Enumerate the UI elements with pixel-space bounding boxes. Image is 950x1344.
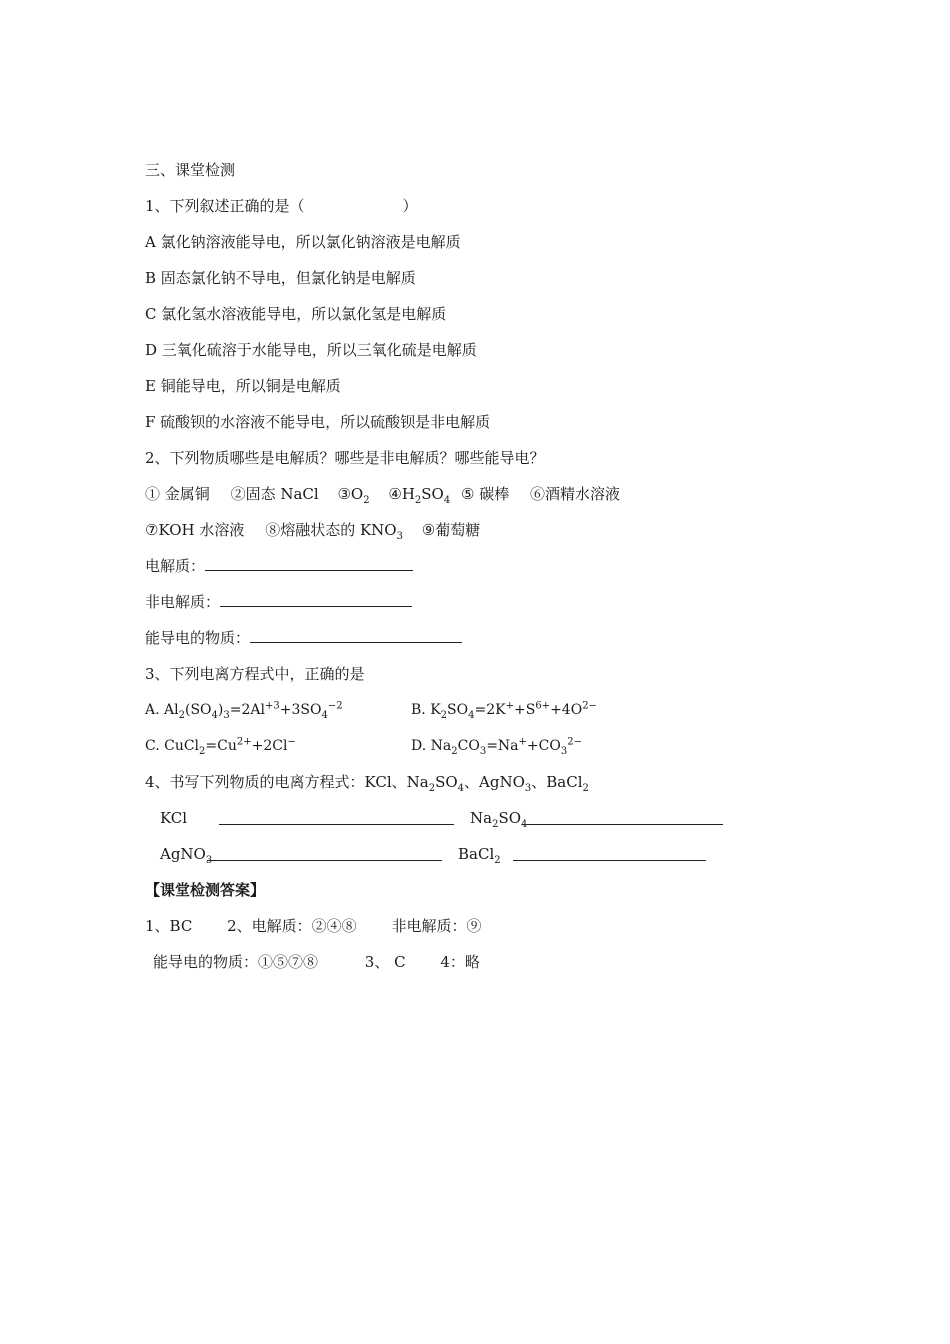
- q3-option-d: D. $Na_2CO_3=Na^++CO_3^{2-}$: [411, 736, 582, 757]
- q2-electrolyte-blank[interactable]: [205, 556, 413, 571]
- q2-item-2: ②固态 NaCl: [230, 485, 319, 503]
- q2-nonelectrolyte-row: [145, 592, 412, 612]
- q4-agno3-blank[interactable]: [207, 846, 442, 861]
- q2-items-row2: [145, 520, 480, 540]
- q2-item-7: ⑦KOH 水溶液: [145, 521, 245, 539]
- q4-na2so4-label: $Na_2SO_4$: [470, 809, 528, 830]
- q2-conductive-blank[interactable]: [250, 628, 462, 643]
- answer-2-conductive: 能导电的物质：①⑤⑦⑧: [153, 953, 319, 971]
- q2-nonelectrolyte-label: 非电解质：: [145, 593, 221, 611]
- q1-option-c: C 氯化氢水溶液能导电，所以氯化氢是电解质: [145, 305, 447, 323]
- q1-stem-prefix: 1、下列叙述正确的是（: [145, 197, 305, 215]
- q2-item-9: ⑨葡萄糖: [421, 521, 481, 539]
- q2-item-4: $④H_2SO_4$: [388, 485, 451, 506]
- answer-2: 2、电解质：②④⑧: [227, 917, 357, 935]
- q2-conductive-label: 能导电的物质：: [145, 629, 251, 647]
- q4-kcl-label: KCl: [160, 809, 188, 827]
- q4-bacl2-label: BaCl$_2$: [458, 845, 501, 866]
- q3-option-c: C. $CuCl_2=Cu^{2+}+2Cl^-$: [145, 736, 296, 757]
- q2-item-8: ⑧熔融状态的 $KNO_3$: [265, 521, 403, 542]
- q2-item-5: ⑤ 碳棒: [461, 485, 510, 503]
- q2-electrolyte-label: 电解质：: [145, 557, 206, 575]
- q4-bacl2-blank[interactable]: [513, 846, 706, 861]
- answer-4: 4：略: [440, 953, 480, 971]
- q4-kcl-blank[interactable]: [219, 810, 454, 825]
- q1-stem: [145, 196, 418, 216]
- q3-option-b: B. $K_2SO_4=2K^++S^{6+}+4O^{2-}$: [411, 700, 597, 721]
- q2-electrolyte-row: [145, 556, 413, 576]
- q1-option-b: B 固态氯化钠不导电，但氯化钠是电解质: [145, 269, 416, 287]
- q2-conductive-row: [145, 628, 462, 648]
- answers-row2: [153, 952, 480, 972]
- q2-item-1: ① 金属铜: [145, 485, 210, 503]
- q1-option-f: F 硫酸钡的水溶液不能导电，所以硫酸钡是非电解质: [145, 413, 491, 431]
- q2-item-3: $③O_2$: [337, 485, 370, 506]
- q1-option-e: E 铜能导电，所以铜是电解质: [145, 377, 341, 395]
- q1-option-d: D 三氧化硫溶于水能导电，所以三氧化硫是电解质: [145, 341, 477, 359]
- answers-row1: [145, 916, 481, 936]
- q2-items-row1: [145, 484, 620, 504]
- q2-item-6: ⑥酒精水溶液: [530, 485, 621, 503]
- answer-2-nonelectrolyte: 非电解质：⑨: [391, 917, 482, 935]
- section-title: 三、课堂检测: [145, 161, 236, 179]
- q3-option-a: A. $Al_2(SO_4)_3=2Al^{+3}+3SO_4^{-2}$: [145, 700, 343, 721]
- q4-na2so4-blank[interactable]: [522, 810, 723, 825]
- answer-3: 3、 C: [364, 953, 406, 971]
- answers-title: 【课堂检测答案】: [145, 881, 266, 899]
- answer-1: 1、BC: [145, 917, 193, 935]
- q1-option-a: A 氯化钠溶液能导电，所以氯化钠溶液是电解质: [145, 233, 461, 251]
- q2-nonelectrolyte-blank[interactable]: [220, 592, 412, 607]
- q4-stem: 4、书写下列物质的电离方程式：KCl、$Na_2SO_4$、AgNO$_3$、BaCl$_2$: [145, 773, 589, 794]
- q2-stem: 2、下列物质哪些是电解质？哪些是非电解质？哪些能导电？: [145, 449, 545, 467]
- q4-agno3-label: AgNO$_3$: [160, 845, 213, 866]
- q1-stem-suffix: ）: [402, 197, 418, 215]
- q3-stem: 3、下列电离方程式中，正确的是: [145, 665, 365, 683]
